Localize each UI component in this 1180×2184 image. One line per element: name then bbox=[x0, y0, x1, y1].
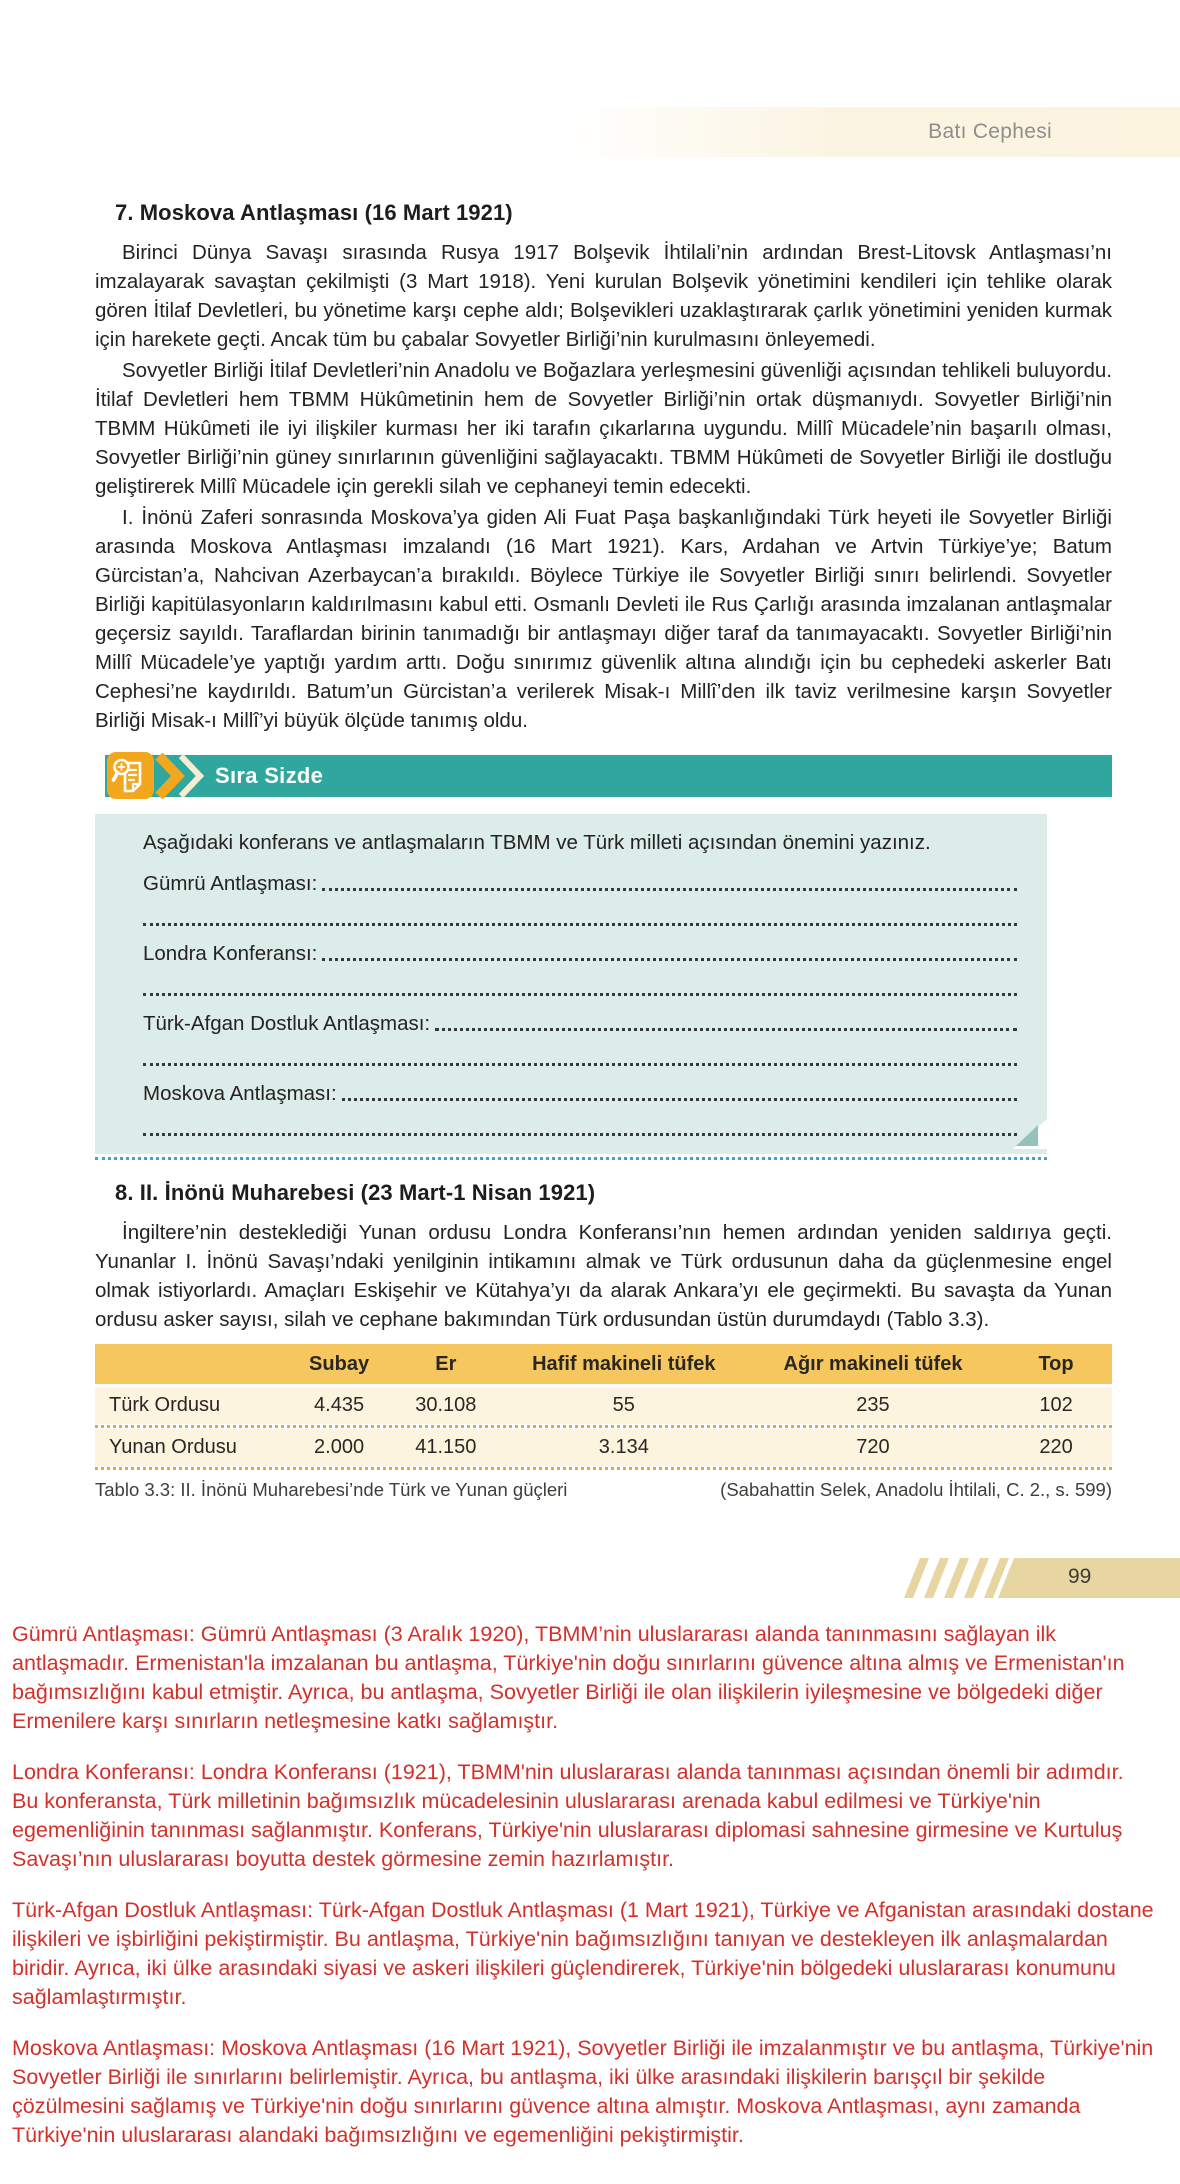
section8-title: 8. II. İnönü Muharebesi (23 Mart-1 Nisan 1921) bbox=[115, 1180, 596, 1205]
cell-subay: 2.000 bbox=[314, 1436, 365, 1458]
answer-line-gumru-2[interactable] bbox=[143, 899, 1017, 934]
answer-paragraph-turk-afgan: Türk-Afgan Dostluk Antlaşması: Türk-Afgan Dostluk Antlaşması (1 Mart 1921), Türkiye ve Afganistan arasındaki dostane ilişkileri ve işbirliğini pekiştirmiştir. Bu antlaşma, Türkiye'nin bağımsızlığını tanıyan ve destekleyen ilk anlaşmalardan biridir. Ayrıca, iki ülke arasındaki siyasi ve askeri ilişkileri güçlendirerek, Türkiye'nin bölgedeki uluslararası konumunu sağlamlaştırmıştır. bbox=[12, 1898, 1154, 2009]
page-number: 99 bbox=[1068, 1565, 1092, 1588]
item-label-londra: Londra Konferansı: bbox=[143, 942, 318, 965]
dotted-blank[interactable] bbox=[322, 888, 1017, 891]
header-hafif: Hafif makineli tüfek bbox=[532, 1352, 716, 1375]
answer-line-londra-2[interactable] bbox=[143, 969, 1017, 1004]
answer-line-londra[interactable] bbox=[143, 934, 1017, 969]
item-label-moskova: Moskova Antlaşması: bbox=[143, 1082, 337, 1105]
magnifier-document-icon bbox=[107, 752, 154, 799]
item-label-turk-afgan: Türk-Afgan Dostluk Antlaşması: bbox=[143, 1012, 431, 1035]
table-caption: Tablo 3.3: II. İnönü Muharebesi’nde Türk ve Yunan güçleri bbox=[95, 1479, 568, 1500]
dotted-blank[interactable] bbox=[435, 1028, 1017, 1031]
section7-paragraph-2: Sovyetler Birliği İtilaf Devletleri’nin Anadolu ve Boğazlara yerleşmesini güvenliği açısından tehlikeli buluyordu. İtilaf Devletleri hem TBMM Hükûmetinin hem de Sovyetler Birliği’nin ortak düşmanıydı. Sovyetler Birliği’nin TBMM Hükûmeti ile iyi ilişkiler kurması her iki tarafın çıkarlarına uygundu. Millî Mücadele’nin başarılı olması, Sovyetler Birliği’nin güney sınırlarının güvenliğini sağlayacaktı. TBMM Hükûmeti de Sovyetler Birliği ile dostluğu geliştirerek Millî Mücadele için gerekli silah ve cephaneyi temin edecekti. bbox=[95, 359, 1112, 498]
folded-corner-icon bbox=[1013, 1119, 1047, 1154]
dotted-blank[interactable] bbox=[143, 1063, 1017, 1066]
cell-er: 41.150 bbox=[415, 1436, 477, 1458]
row-label: Türk Ordusu bbox=[109, 1394, 221, 1416]
table-row-yunan bbox=[95, 1429, 1112, 1466]
dotted-divider bbox=[95, 1157, 1047, 1160]
dotted-blank[interactable] bbox=[143, 923, 1017, 926]
cell-top: 220 bbox=[1039, 1436, 1073, 1458]
cell-hafif: 55 bbox=[612, 1394, 635, 1416]
header-agir: Ağır makineli tüfek bbox=[783, 1352, 963, 1375]
chapter-title: Batı Cephesi bbox=[928, 120, 1052, 143]
section8-paragraph: İngiltere’nin desteklediği Yunan ordusu Londra Konferansı’nın hemen ardından yeniden saldırıya geçti. Yunanlar I. İnönü Savaşı’ndaki yenilginin intikamını almak ve Türk ordusunun daha da güçlenmesine engel olmak istiyorlardı. Amaçları Eskişehir ve Kütahya’yı da alarak Ankara’yı ele geçirmekti. Bu savaşta da Yunan ordusu asker sayısı, silah ve cephane bakımından Türk ordusundan üstün durumdaydı (Tablo 3.3). bbox=[95, 1221, 1112, 1331]
table-row-separator bbox=[95, 1425, 1112, 1428]
answer-line-turk-afgan-2[interactable] bbox=[143, 1039, 1017, 1074]
answer-paragraph-gumru: Gümrü Antlaşması: Gümrü Antlaşması (3 Aralık 1920), TBMM’nin uluslararası alanda tanınmasını sağlayan ilk antlaşmadır. Ermenistan'la imzalanan bu antlaşma, Türkiye'nin doğu sınırlarını güvence altına almış ve Ermenistan'ın bağımsızlığını kabul etmiştir. Ayrıca, bu antlaşma, Sovyetler Birliği ile olan ilişkilerin iyileşmesine ve bölgedeki diğer Ermenilere karşı sınırların netleşmesine katkı sağlamıştır. bbox=[12, 1622, 1125, 1733]
item-label-gumru: Gümrü Antlaşması: bbox=[143, 872, 318, 895]
dotted-blank[interactable] bbox=[143, 1133, 1017, 1136]
chevron-right-icon bbox=[155, 753, 207, 799]
cell-er: 30.108 bbox=[415, 1394, 477, 1416]
table-source: (Sabahattin Selek, Anadolu İhtilali, C. 2., s. 599) bbox=[720, 1479, 1112, 1500]
answer-line-moskova-2[interactable] bbox=[143, 1109, 1017, 1144]
table-caption-row bbox=[95, 1479, 1112, 1501]
table-header-row bbox=[95, 1344, 1112, 1384]
chapter-header-band bbox=[560, 107, 1180, 157]
header-subay: Subay bbox=[309, 1352, 370, 1375]
dotted-blank[interactable] bbox=[322, 958, 1017, 961]
sira-sizde-title: Sıra Sizde bbox=[215, 763, 324, 788]
row-label: Yunan Ordusu bbox=[109, 1436, 237, 1458]
answer-line-gumru[interactable] bbox=[143, 864, 1017, 899]
answer-paragraph-londra: Londra Konferansı: Londra Konferansı (1921), TBMM'nin uluslararası alanda tanınması açısından önemli bir adımdır. Bu konferansta, Türk milletinin bağımsızlık mücadelesinin uluslararası arenada kabul edilmesi ve Türkiye'nin egemenliğinin tanınması sağlanmıştır. Konferans, Türkiye'nin uluslararası diplomasi sahnesine girmesine ve Kurtuluş Savaşı’nın uluslararası boyutta destek görmesine zemin hazırlamıştır. bbox=[12, 1760, 1124, 1871]
dotted-blank[interactable] bbox=[342, 1098, 1017, 1101]
typed-answers-block bbox=[12, 1620, 1154, 2172]
page-badge-stripes-icon bbox=[904, 1558, 1180, 1598]
sira-sizde-box bbox=[95, 814, 1047, 1154]
sira-sizde-instruction: Aşağıdaki konferans ve antlaşmaların TBMM ve Türk milleti açısından önemini yazınız. bbox=[143, 831, 931, 854]
section7-title: 7. Moskova Antlaşması (16 Mart 1921) bbox=[115, 200, 513, 225]
cell-hafif: 3.134 bbox=[598, 1436, 649, 1458]
table-bottom-separator bbox=[95, 1467, 1112, 1470]
section7-paragraph-1: Birinci Dünya Savaşı sırasında Rusya 1917 Bolşevik İhtilali’nin ardından Brest-Litovsk Antlaşması’nı imzalayarak savaştan çekilmişti (3 Mart 1918). Yeni kurulan Bolşevik yönetimini kendileri için tehlike olarak gören İtilaf Devletleri, bu yönetime karşı cephe aldı; Bolşevikleri uzaklaştırarak çarlık yönetimini yeniden kurmak için harekete geçti. Ancak tüm bu çabalar Sovyetler Birliği’nin kurulmasını önleyemedi. bbox=[95, 241, 1112, 351]
sira-sizde-banner bbox=[105, 755, 1112, 797]
answer-line-moskova[interactable] bbox=[143, 1074, 1017, 1109]
answer-line-turk-afgan[interactable] bbox=[143, 1004, 1017, 1039]
header-er: Er bbox=[435, 1352, 457, 1375]
cell-agir: 720 bbox=[856, 1436, 890, 1458]
cell-subay: 4.435 bbox=[314, 1394, 365, 1416]
table-row-turk bbox=[95, 1387, 1112, 1424]
page-number-badge bbox=[904, 1558, 1180, 1598]
cell-top: 102 bbox=[1039, 1394, 1073, 1416]
header-top: Top bbox=[1038, 1352, 1074, 1375]
answer-paragraph-moskova: Moskova Antlaşması: Moskova Antlaşması (16 Mart 1921), Sovyetler Birliği ile imzalanmıştır ve bu antlaşma, Türkiye'nin Sovyetler Birliği ile sınırlarını belirlemiştir. Ayrıca, bu antlaşma, iki ülke arasındaki ilişkilerin barışçıl bir şekilde çözülmesini sağlamış ve Türkiye'nin doğu sınırlarını güvence altına almıştır. Moskova Antlaşması, aynı zamanda Türkiye'nin uluslararası alandaki bağımsızlığını ve egemenliğini pekiştirmiştir. bbox=[12, 2036, 1154, 2147]
dotted-blank[interactable] bbox=[143, 993, 1017, 996]
forces-table bbox=[95, 1344, 1112, 1470]
cell-agir: 235 bbox=[856, 1394, 890, 1416]
section7-paragraph-3: I. İnönü Zaferi sonrasında Moskova’ya giden Ali Fuat Paşa başkanlığındaki Türk heyeti ile Sovyetler Birliği arasında Moskova Antlaşması imzalandı (16 Mart 1921). Kars, Ardahan ve Artvin Türkiye’ye; Batum Gürcistan’a, Nahcivan Azerbaycan’a bırakıldı. Böylece Türkiye ile Sovyetler Birliği sınırı belirlendi. Sovyetler Birliği kapitülasyonların kaldırılmasını kabul etti. Osmanlı Devleti ile Rus Çarlığı arasında imzalanan antlaşmalar geçersiz sayıldı. Taraflardan birinin tanımadığı bir antlaşmayı diğer taraf da tanımayacaktı. Sovyetler Birliği’nin Millî Mücadele’ye yaptığı yardım arttı. Doğu sınırımız güvenlik altına alındığı için bu cephedeki askerler Batı Cephesi’ne kaydırıldı. Batum’un Gürcistan’a verilerek Misak-ı Millî’den ilk taviz verilmesine karşın Sovyetler Birliği Misak-ı Millî’yi büyük ölçüde tanımış oldu. bbox=[95, 506, 1112, 732]
